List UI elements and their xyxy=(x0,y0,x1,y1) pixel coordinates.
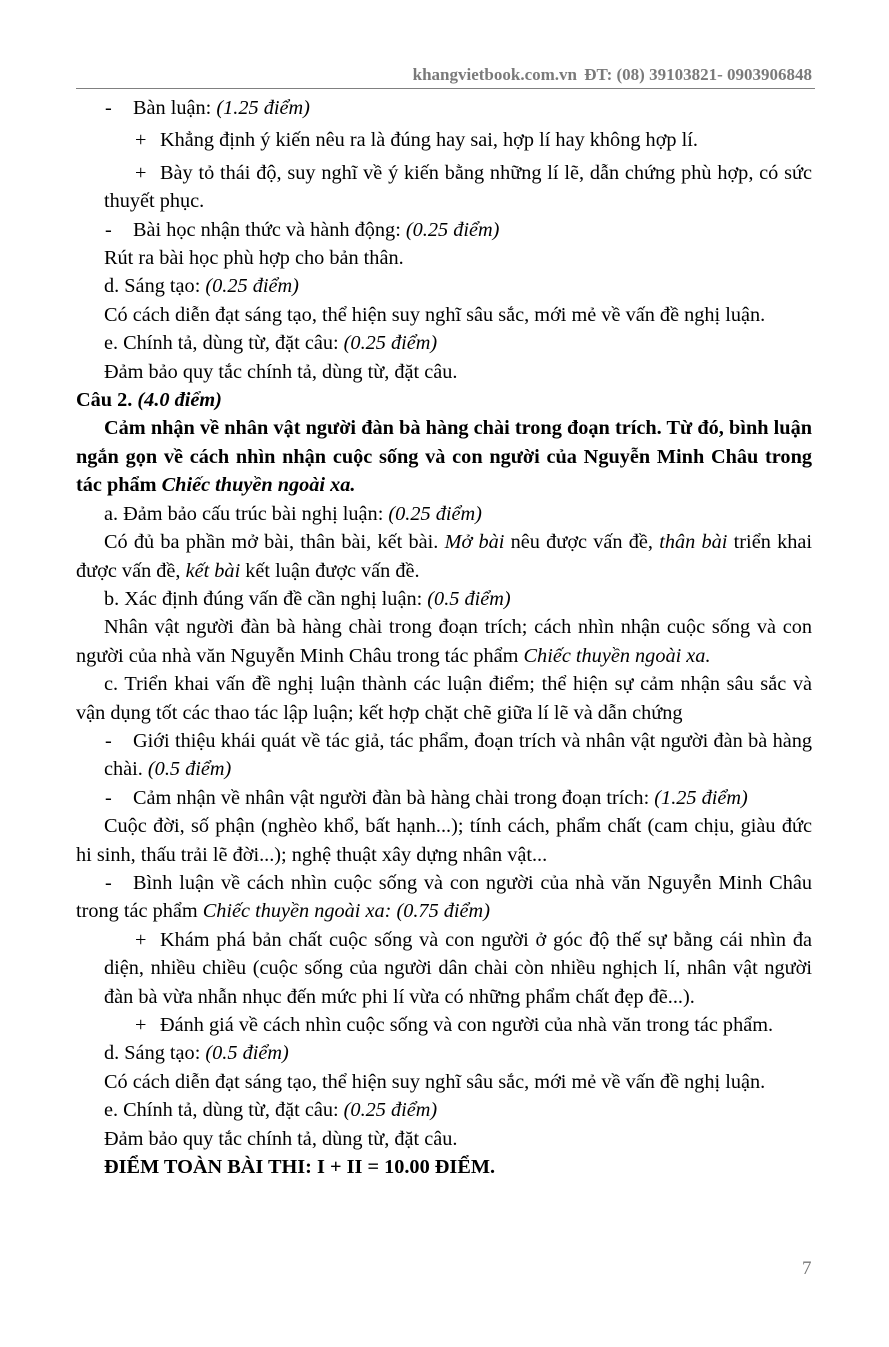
dash-bullet: - xyxy=(105,729,112,752)
paragraph xyxy=(76,613,812,670)
paragraph xyxy=(76,386,812,414)
page-header xyxy=(76,64,815,89)
text-segment: (0.25 điểm) xyxy=(343,332,438,355)
plus-bullet: + xyxy=(135,129,147,152)
text-segment: (1.25 điểm) xyxy=(654,786,748,809)
text-segment: a. Đảm bảo cấu trúc bài nghị luận: xyxy=(104,502,389,525)
paragraph xyxy=(76,500,812,528)
text-segment: Nhân vật người đàn bà hàng chài trong đoạn trích; cách nhìn nhận cuộc sống và con người của nhà văn Nguyễn Minh Châu trong tác phẩm xyxy=(76,616,812,667)
text-segment: Đảm bảo quy tắc chính tả, dùng từ, đặt câu. xyxy=(104,360,458,383)
dash-bullet: - xyxy=(105,786,112,809)
text-segment: Bày tỏ thái độ, suy nghĩ về ý kiến bằng những lí lẽ, dẫn chứng phù hợp, có sức thuyết phục. xyxy=(104,161,812,213)
paragraph xyxy=(76,358,812,386)
text-segment: Cuộc đời, số phận (nghèo khổ, bất hạnh...); tính cách, phẩm chất (cam chịu, giàu đức hi sinh, thấu trải lẽ đời...); nghệ thuật xây dựng nhân vật... xyxy=(76,815,812,866)
text-segment: Đánh giá về cách nhìn cuộc sống và con người của nhà văn trong tác phẩm. xyxy=(160,1014,774,1036)
text-segment: Khám phá bản chất cuộc sống và con người ở góc độ thế sự bằng cái nhìn đa diện, nhiều chiều (cuộc sống của người dân chài còn nhiều nghịch lí, nhân vật người đàn bà vừa nhẫn nhục đến mức phi lí vừa có những phẩm chất đẹp đẽ...). xyxy=(104,928,812,1008)
paragraph xyxy=(76,94,812,122)
text-segment: Bình luận về cách nhìn cuộc sống và con người của nhà văn Nguyễn Minh Châu trong tác phẩm xyxy=(76,871,812,923)
text-segment: Có cách diễn đạt sáng tạo, thể hiện suy nghĩ sâu sắc, mới mẻ về vấn đề nghị luận. xyxy=(104,303,766,326)
text-segment: Giới thiệu khái quát về tác giả, tác phẩm, đoạn trích và nhân vật người đàn bà hàng chài. xyxy=(104,729,812,781)
paragraph xyxy=(76,414,812,499)
text-segment: (0.5 điểm) xyxy=(427,587,511,610)
text-segment: Rút ra bài học phù hợp cho bản thân. xyxy=(104,247,404,270)
paragraph xyxy=(76,272,812,300)
text-segment: Đảm bảo quy tắc chính tả, dùng từ, đặt câu. xyxy=(104,1127,458,1150)
dash-bullet: - xyxy=(105,218,112,241)
text-segment: (0.25 điểm) xyxy=(388,502,482,525)
paragraph xyxy=(76,727,812,784)
text-segment: (0.25 điểm) xyxy=(343,1099,438,1122)
text-segment: Bàn luận: xyxy=(133,97,217,119)
text-segment: (0.25 điểm) xyxy=(405,218,500,241)
text-segment: Câu 2. xyxy=(76,389,138,412)
text-segment: ĐIỂM TOÀN BÀI THI: I + II = 10.00 ĐIỂM. xyxy=(104,1156,496,1179)
paragraph xyxy=(76,585,812,613)
paragraph xyxy=(76,1096,812,1124)
text-segment: kết luận được vấn đề. xyxy=(240,559,420,582)
paragraph xyxy=(76,301,812,329)
paragraph xyxy=(76,1068,812,1096)
text-segment: Có đủ ba phần mở bài, thân bài, kết bài. xyxy=(104,531,445,554)
paragraph xyxy=(76,670,812,727)
text-segment: Chiếc thuyền ngoài xa. xyxy=(523,644,711,667)
paragraph xyxy=(76,1011,812,1039)
document-body xyxy=(76,94,812,1181)
dash-bullet: - xyxy=(105,97,112,119)
text-segment: triển khai được vấn đề, xyxy=(76,531,812,582)
dash-bullet: - xyxy=(105,871,112,894)
paragraph xyxy=(76,159,812,216)
text-segment: d. Sáng tạo: xyxy=(104,275,206,298)
paragraph xyxy=(76,528,812,585)
text-segment: e. Chính tả, dùng từ, đặt câu: xyxy=(104,332,344,355)
text-segment: (0.5 điểm) xyxy=(205,1042,289,1065)
text-segment: Cảm nhận về nhân vật người đàn bà hàng chài trong đoạn trích: xyxy=(133,786,655,809)
paragraph xyxy=(76,812,812,869)
paragraph xyxy=(76,244,812,272)
text-segment: d. Sáng tạo: xyxy=(104,1042,206,1065)
paragraph xyxy=(76,926,812,1011)
text-segment: (0.5 điểm) xyxy=(147,758,232,781)
paragraph xyxy=(76,216,812,244)
paragraph xyxy=(76,1153,812,1181)
plus-bullet: + xyxy=(135,928,147,951)
text-segment: kết bài xyxy=(185,559,241,582)
text-segment: Chiếc thuyền ngoài xa. xyxy=(161,474,356,497)
text-segment: Cảm nhận về nhân vật người đàn bà hàng chài trong đoạn trích. Từ đó, bình luận ngắn gọn về cách nhìn nhận cuộc sống và con người của Nguyễn Minh Châu trong tác phẩm xyxy=(76,417,812,497)
header-website: khangvietbook.com.vn xyxy=(412,65,577,84)
plus-bullet: + xyxy=(135,161,147,184)
text-segment: e. Chính tả, dùng từ, đặt câu: xyxy=(104,1099,344,1122)
text-segment: (1.25 điểm) xyxy=(216,97,310,119)
paragraph xyxy=(76,869,812,926)
header-phone: ĐT: (08) 39103821- 0903906848 xyxy=(584,65,812,84)
text-segment: c. Triển khai vấn đề nghị luận thành các luận điểm; thể hiện sự cảm nhận sâu sắc và vận dụng tốt các thao tác lập luận; kết hợp chặt chẽ giữa lí lẽ và dẫn chứng xyxy=(76,673,812,724)
text-segment: thân bài xyxy=(659,531,728,554)
page-number: 7 xyxy=(802,1258,812,1279)
text-segment: Mở bài xyxy=(444,531,505,554)
plus-bullet: + xyxy=(135,1014,147,1036)
paragraph xyxy=(76,1039,812,1067)
text-segment: Chiếc thuyền ngoài xa: (0.75 điểm) xyxy=(202,900,490,923)
paragraph xyxy=(76,1125,812,1153)
paragraph xyxy=(76,329,812,357)
text-segment: (0.25 điểm) xyxy=(205,275,299,298)
text-segment: b. Xác định đúng vấn đề cần nghị luận: xyxy=(104,587,428,610)
text-segment: (4.0 điểm) xyxy=(137,389,222,412)
text-segment: nêu được vấn đề, xyxy=(504,531,660,554)
text-segment: Khẳng định ý kiến nêu ra là đúng hay sai, hợp lí hay không hợp lí. xyxy=(160,129,698,152)
text-segment: Có cách diễn đạt sáng tạo, thể hiện suy nghĩ sâu sắc, mới mẻ về vấn đề nghị luận. xyxy=(104,1070,766,1093)
text-segment: Bài học nhận thức và hành động: xyxy=(133,218,406,241)
paragraph xyxy=(76,126,812,154)
paragraph xyxy=(76,784,812,812)
